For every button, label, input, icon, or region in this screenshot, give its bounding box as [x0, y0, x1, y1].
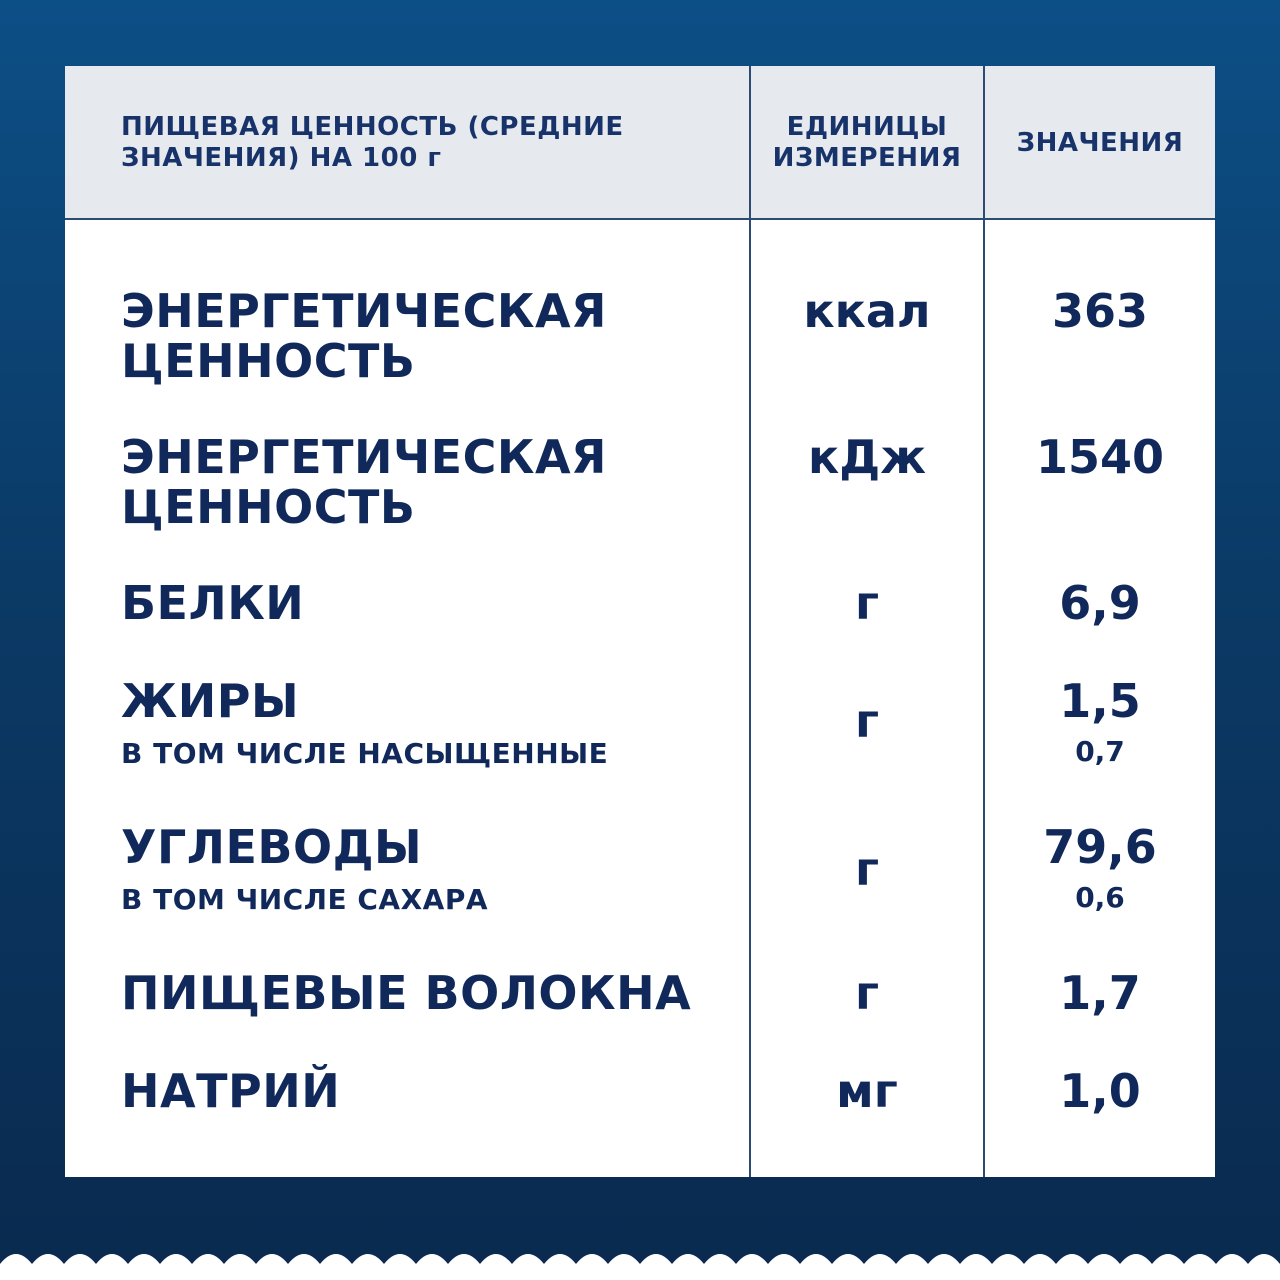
row-sublabel-saturated: В ТОМ ЧИСЛЕ НАСЫЩЕННЫЕ — [121, 737, 609, 770]
row-unit-energy-kj: кДж — [808, 430, 926, 484]
row-sublabel-sugars: В ТОМ ЧИСЛЕ САХАРА — [121, 883, 489, 916]
row-label-carbs: УГЛЕВОДЫ — [121, 820, 423, 874]
row-value-carbs: 79,6 — [1043, 820, 1157, 874]
row-unit-energy-kcal: ккал — [803, 284, 931, 338]
row-value-energy-kj: 1540 — [1035, 430, 1165, 484]
row-unit-fiber: г — [854, 966, 880, 1020]
header-units-title: ЕДИНИЦЫ ИЗМЕРЕНИЯ — [772, 112, 962, 173]
row-unit-carbs: г — [854, 842, 880, 896]
header-nutrition-title: ПИЩЕВАЯ ЦЕННОСТЬ (СРЕДНИЕ ЗНАЧЕНИЯ) НА 100 г — [121, 112, 624, 173]
nutrition-table — [65, 66, 1215, 1177]
row-value-protein: 6,9 — [1059, 576, 1141, 630]
row-label-fat: ЖИРЫ — [121, 674, 300, 728]
decorative-wave-border — [0, 1240, 1280, 1280]
row-label-energy-kj: ЭНЕРГЕТИЧЕСКАЯ ЦЕННОСТЬ — [121, 430, 607, 534]
row-unit-sodium: мг — [836, 1064, 898, 1118]
row-label-protein: БЕЛКИ — [121, 576, 305, 630]
row-unit-fat: г — [854, 694, 880, 748]
row-label-sodium: НАТРИЙ — [121, 1064, 341, 1118]
row-value-fiber: 1,7 — [1059, 966, 1141, 1020]
row-unit-protein: г — [854, 576, 880, 630]
row-label-fiber: ПИЩЕВЫЕ ВОЛОКНА — [121, 966, 692, 1020]
row-value-energy-kcal: 363 — [1051, 284, 1149, 338]
row-subvalue-saturated: 0,7 — [1075, 735, 1125, 768]
header-values-title: ЗНАЧЕНИЯ — [1016, 128, 1184, 158]
row-subvalue-sugars: 0,6 — [1075, 881, 1125, 914]
header-divider — [65, 218, 1215, 220]
row-value-fat: 1,5 — [1059, 674, 1141, 728]
row-value-sodium: 1,0 — [1059, 1064, 1141, 1118]
row-label-energy-kcal: ЭНЕРГЕТИЧЕСКАЯ ЦЕННОСТЬ — [121, 284, 607, 388]
